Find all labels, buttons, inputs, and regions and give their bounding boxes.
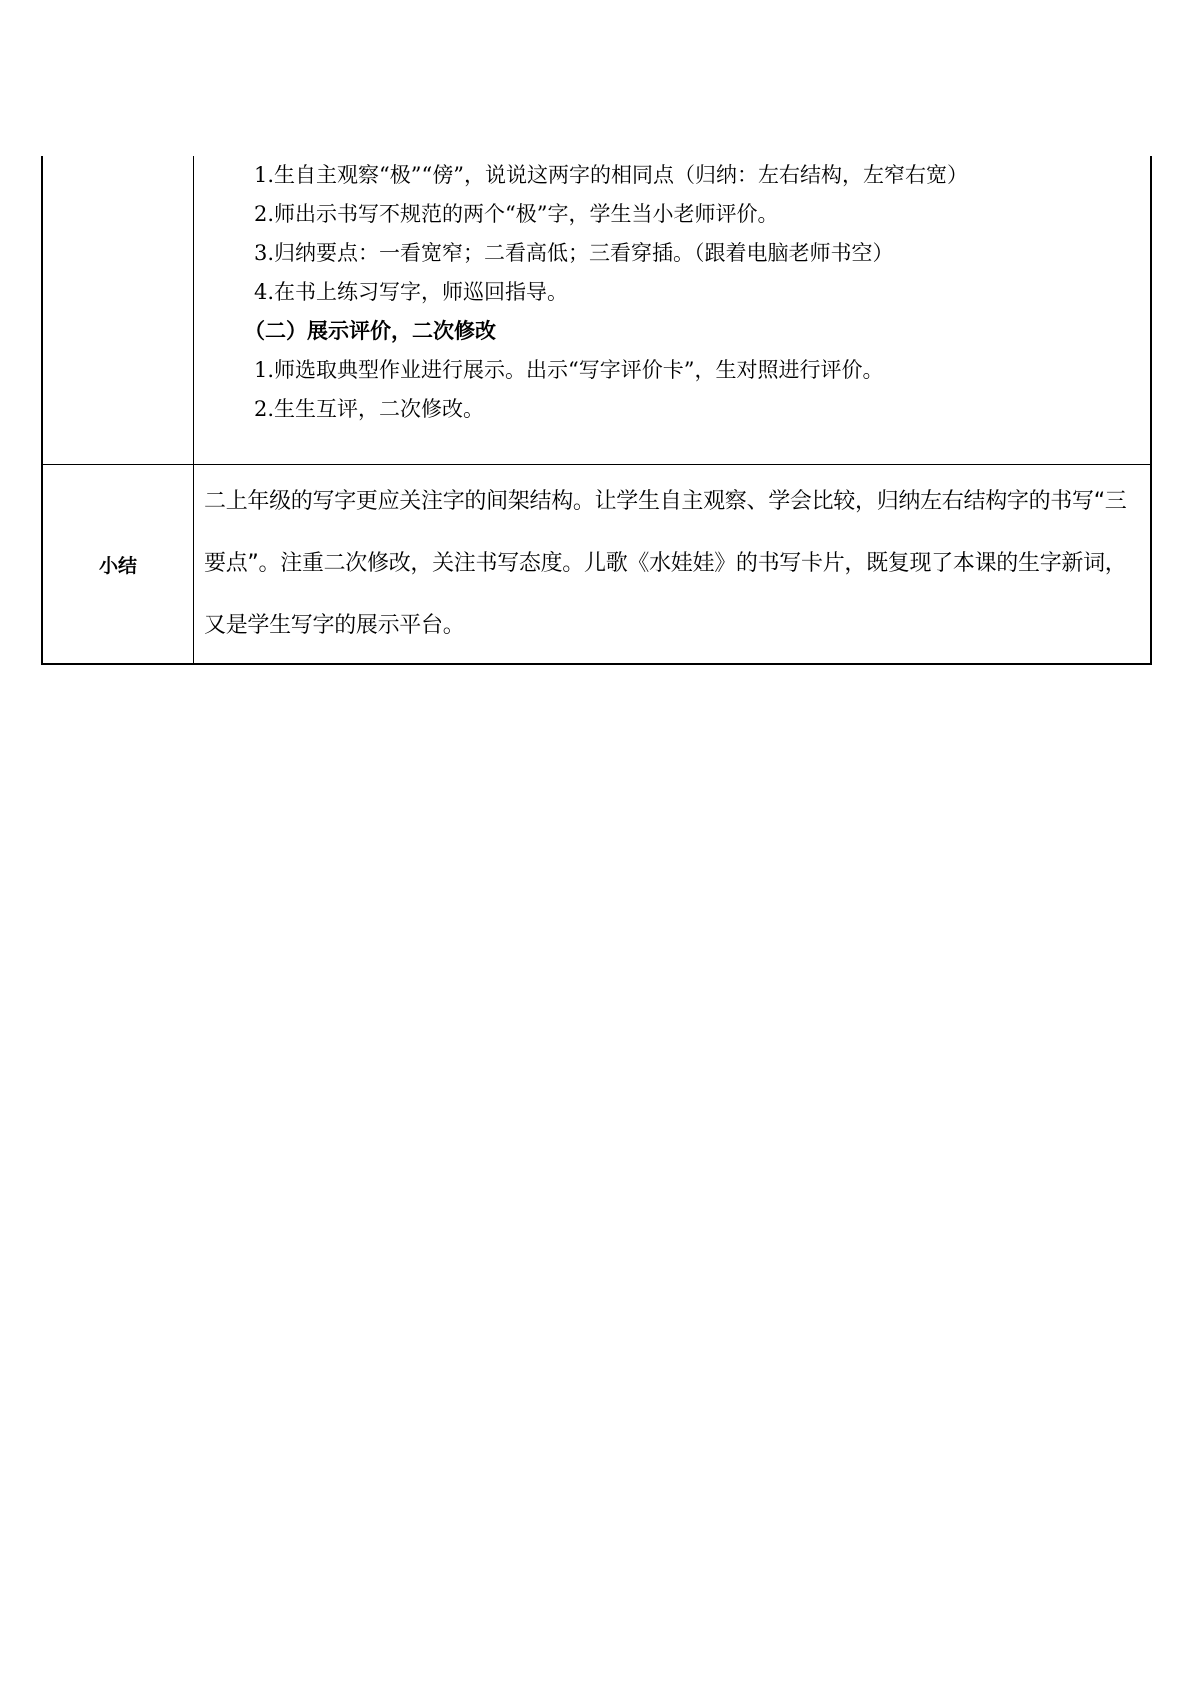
summary-label: 小结 bbox=[98, 554, 137, 577]
display-step-1: 1.师选取典型作业进行展示。出示“写字评价卡”，生对照进行评价。 bbox=[254, 358, 884, 382]
process-row bbox=[42, 156, 1151, 465]
process-label-cell bbox=[42, 156, 194, 465]
summary-text: 二上年级的写字更应关注字的间架结构。让学生自主观察、学会比较，归纳左右结构字的书写“三要点”。注重二次修改，关注书写态度。儿歌《水娃娃》的书写卡片，既复现了本课的生字新词，又是学生写字的展示平台。 bbox=[204, 489, 1127, 638]
section-heading: （二）展示评价，二次修改 bbox=[244, 319, 496, 343]
process-content-cell bbox=[194, 156, 1152, 465]
process-content bbox=[194, 156, 1150, 429]
summary-content-cell bbox=[194, 465, 1152, 665]
summary-row bbox=[42, 465, 1151, 665]
display-step-2: 2.生生互评，二次修改。 bbox=[254, 397, 485, 421]
process-step-3: 3.归纳要点：一看宽窄；二看高低；三看穿插。（跟着电脑老师书空） bbox=[254, 241, 894, 265]
process-step-4: 4.在书上练习写字，师巡回指导。 bbox=[254, 280, 569, 304]
lesson-plan-table bbox=[41, 156, 1152, 665]
summary-label-cell bbox=[42, 465, 194, 665]
process-step-1: 1.生自主观察“极”“傍”，说说这两字的相同点（归纳：左右结构，左窄右宽） bbox=[254, 163, 968, 187]
process-step-2: 2.师出示书写不规范的两个“极”字，学生当小老师评价。 bbox=[254, 202, 779, 226]
